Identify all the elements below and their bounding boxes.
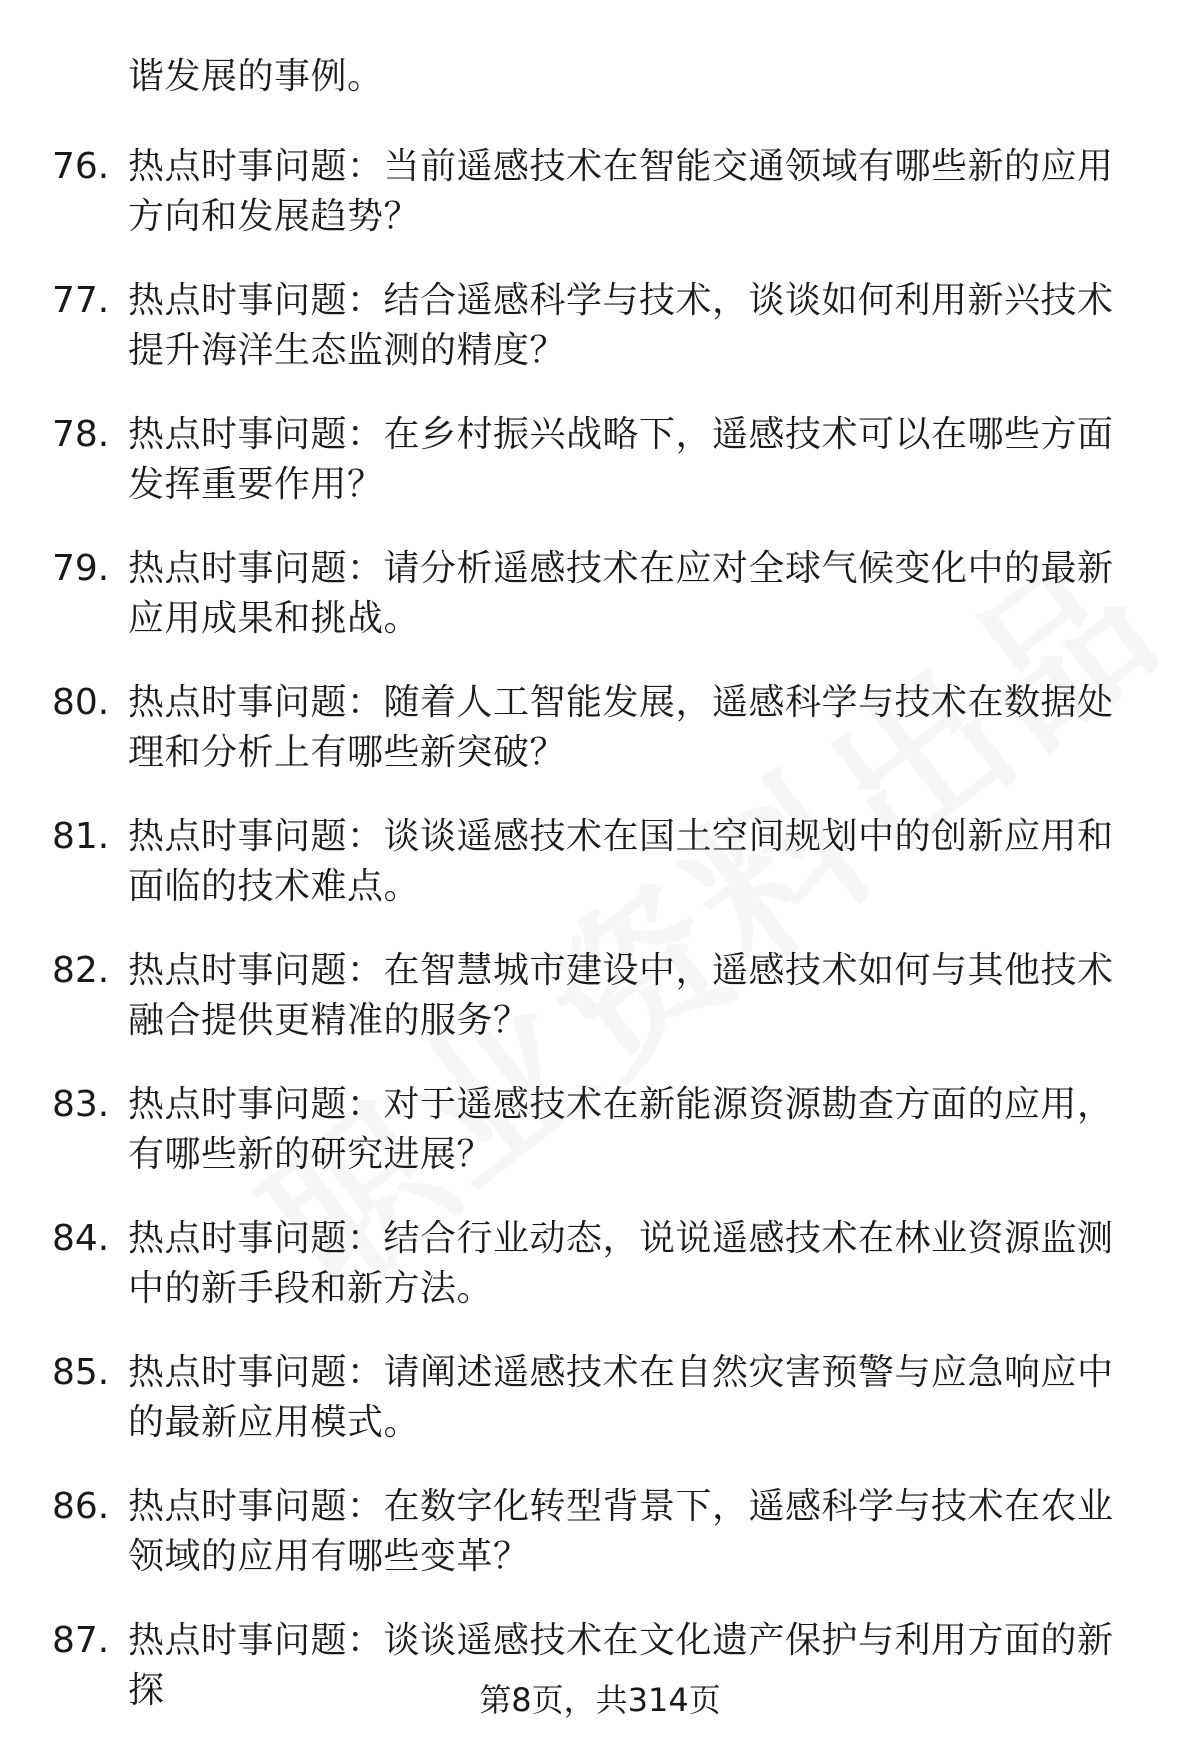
question-number: 80. [52,682,110,723]
list-item [0,276,1200,410]
question-number: 81. [52,816,110,857]
question-text: 热点时事问题：结合行业动态，说说遥感技术在林业资源监测中的新手段和新方法。 [128,1218,1114,1309]
list-item [0,1214,1200,1348]
question-text: 热点时事问题：在数字化转型背景下，遥感科学与技术在农业领域的应用有哪些变革？ [128,1486,1114,1577]
question-text: 热点时事问题：对于遥感技术在新能源资源勘查方面的应用，有哪些新的研究进展？ [128,1084,1114,1175]
question-text: 热点时事问题：当前遥感技术在智能交通领域有哪些新的应用方向和发展趋势？ [128,146,1114,237]
list-item [0,1080,1200,1214]
question-number: 86. [52,1486,110,1527]
question-text: 热点时事问题：在乡村振兴战略下，遥感技术可以在哪些方面发挥重要作用？ [128,414,1114,505]
question-text: 热点时事问题：请分析遥感技术在应对全球气候变化中的最新应用成果和挑战。 [128,548,1114,639]
question-number: 82. [52,950,110,991]
question-text: 热点时事问题：谈谈遥感技术在国土空间规划中的创新应用和面临的技术难点。 [128,816,1114,907]
list-item [0,678,1200,812]
question-number: 79. [52,548,110,589]
continued-question-text: 谐发展的事例。 [128,56,384,97]
list-item [0,946,1200,1080]
question-number: 87. [52,1620,110,1661]
question-number: 77. [52,280,110,321]
list-item [0,812,1200,946]
page-number-footer: 第8页，共314页 [479,1681,721,1719]
question-list [0,142,1200,1750]
question-number: 83. [52,1084,110,1125]
list-item [0,1482,1200,1616]
question-text: 热点时事问题：结合遥感科学与技术，谈谈如何利用新兴技术提升海洋生态监测的精度？ [128,280,1114,371]
question-text: 热点时事问题：谈谈遥感技术在文化遗产保护与利用方面的新探 [128,1620,1114,1711]
question-number: 76. [52,146,110,187]
list-item [0,1348,1200,1482]
question-number: 85. [52,1352,110,1393]
question-text: 热点时事问题：在智慧城市建设中，遥感技术如何与其他技术融合提供更精准的服务？ [128,950,1114,1041]
question-text: 热点时事问题：随着人工智能发展，遥感科学与技术在数据处理和分析上有哪些新突破？ [128,682,1114,773]
question-text: 热点时事问题：请阐述遥感技术在自然灾害预警与应急响应中的最新应用模式。 [128,1352,1114,1443]
question-number: 84. [52,1218,110,1259]
list-item [0,142,1200,276]
question-number: 78. [52,414,110,455]
list-item [0,410,1200,544]
list-item [0,544,1200,678]
